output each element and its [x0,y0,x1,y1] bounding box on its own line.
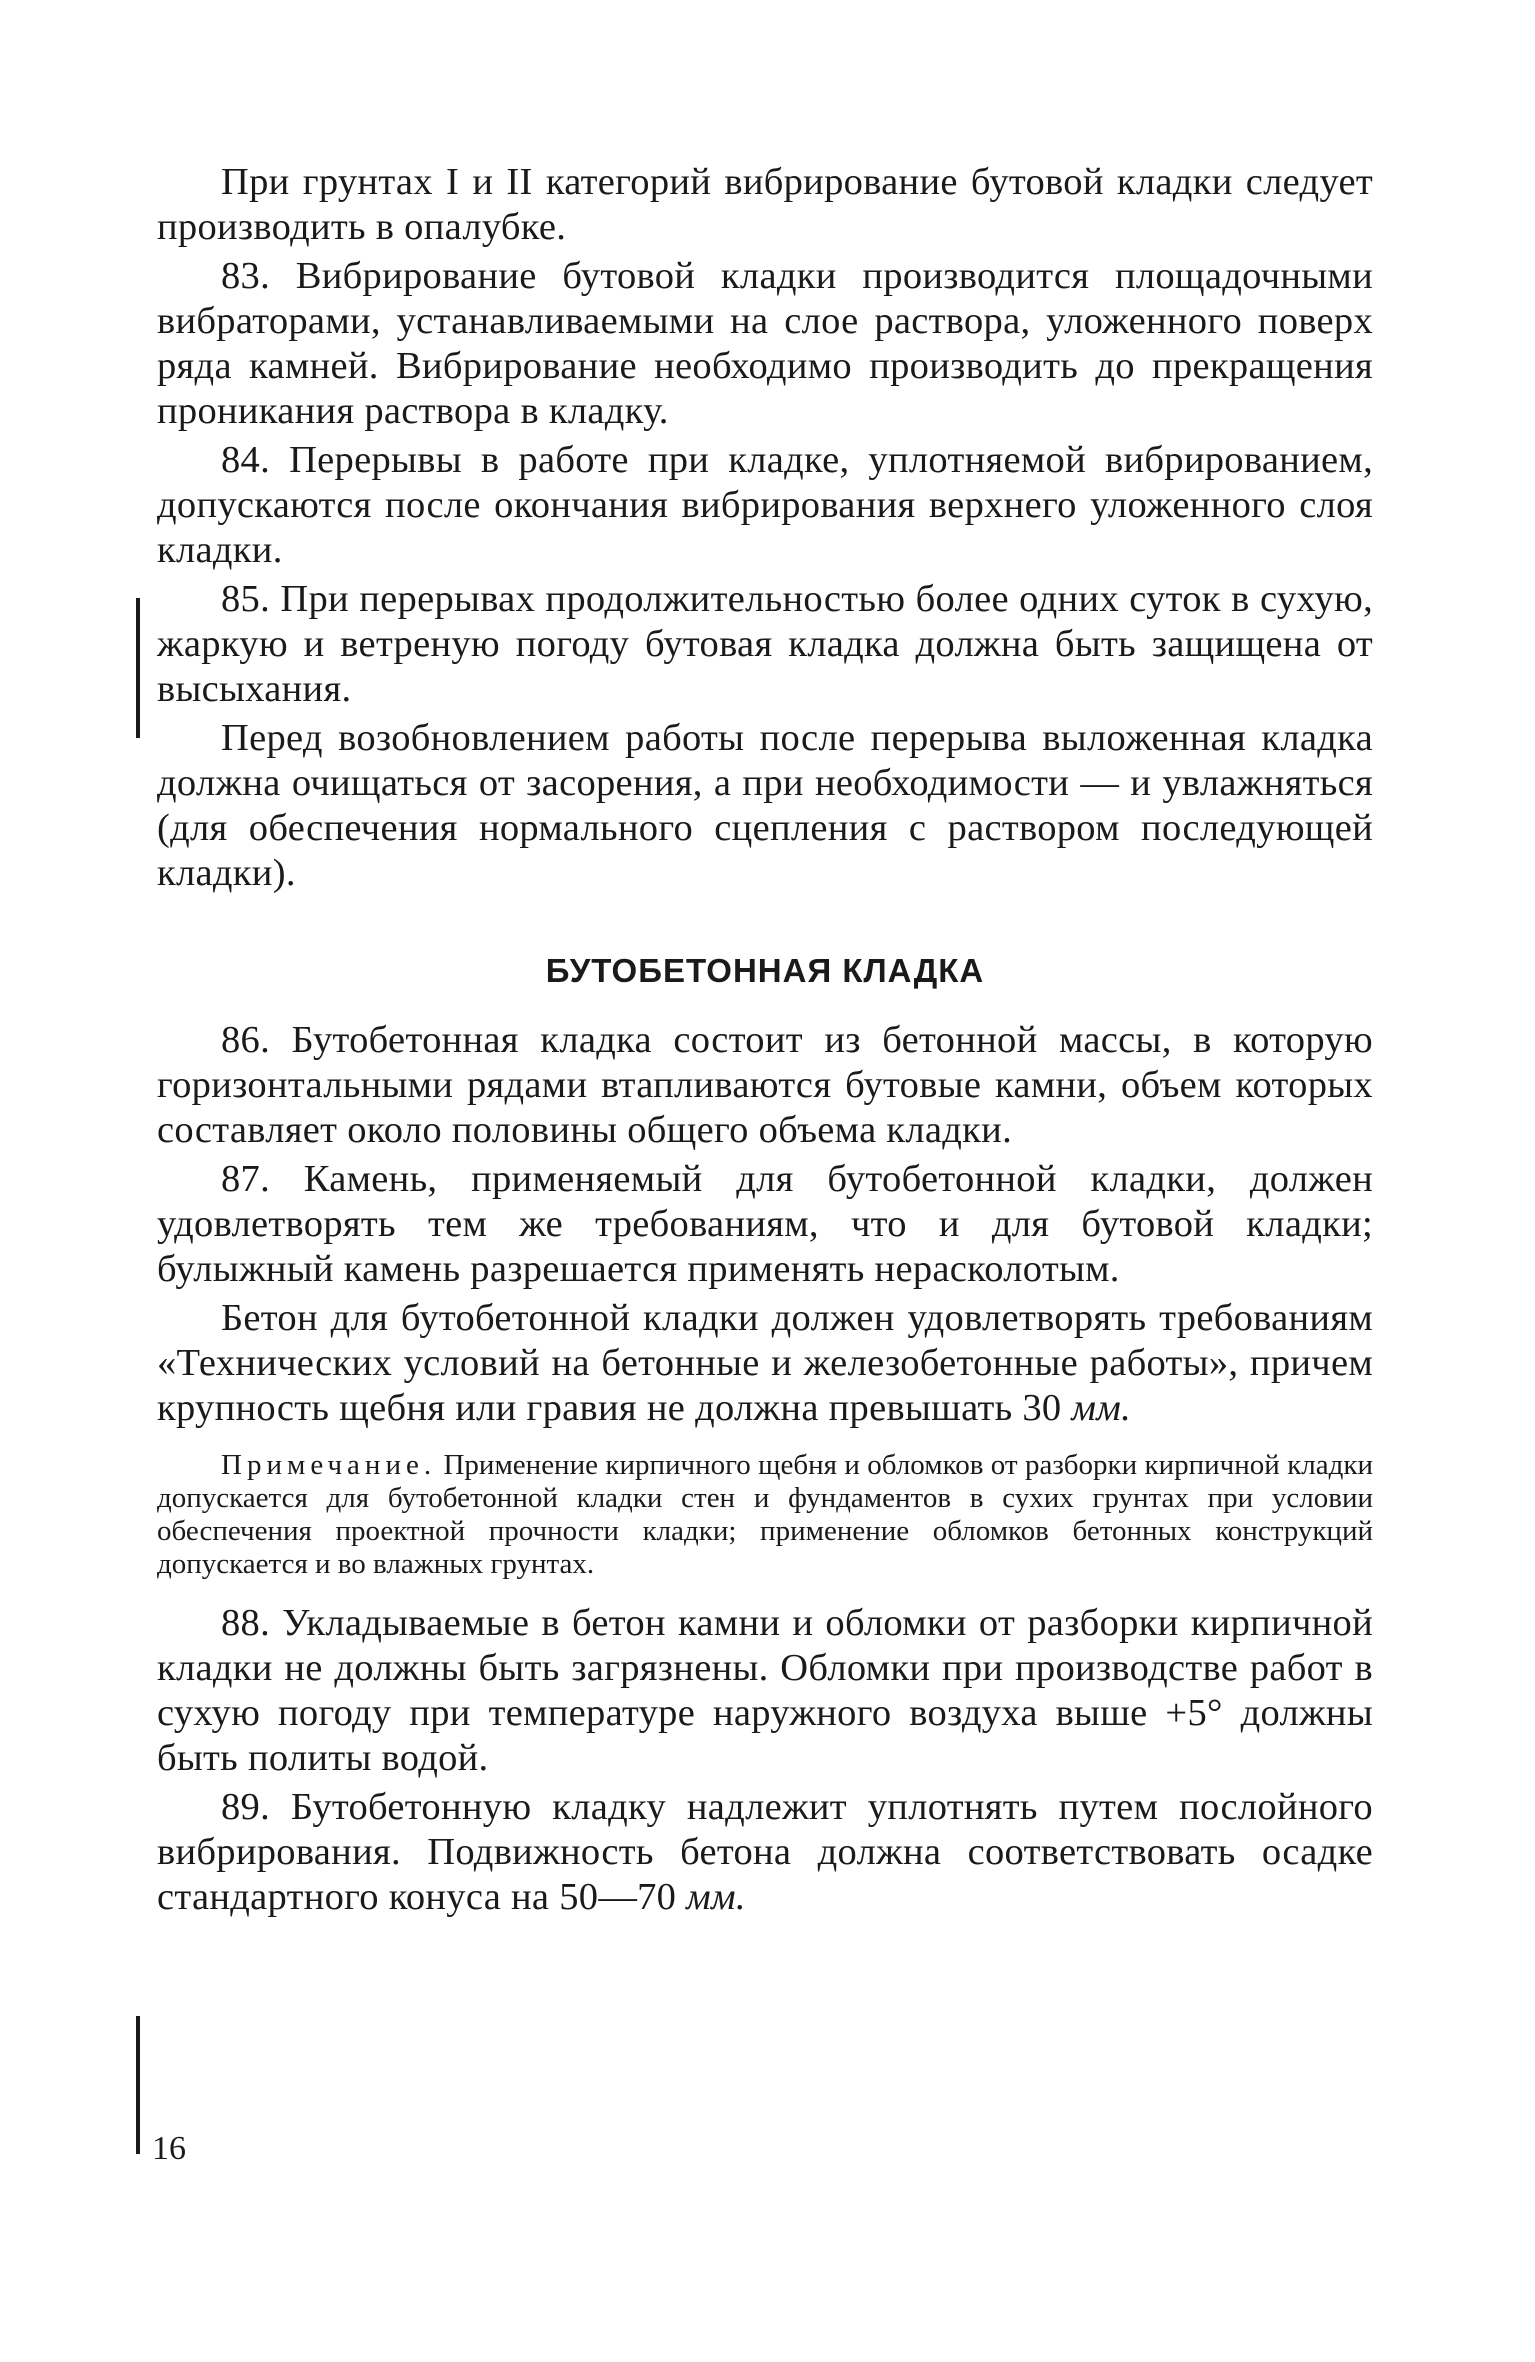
note-block [157,1449,1373,1581]
paragraph-intro: При грунтах I и II категорий вибрирование бутовой кладки следует производить в опалубке. [157,161,1373,248]
unit-mm: мм. [1071,1387,1132,1429]
paragraph-87-text: Бетон для бутобетонной кладки должен удовлетворять требованиям «Технических условий на бетонные и железобетонные работы», причем крупность щебня или гравия не должна превышать 30 [157,1297,1373,1429]
margin-bar-89 [136,2016,140,2154]
note-label: Примечание. [221,1449,437,1481]
paragraph-88: 88. Укладываемые в бетон камни и обломки от разборки кирпичной кладки не должны быть загрязнены. Обломки при производстве работ в сухую погоду при температуре наружного воздуха выше +5° должны быть политы водой. [157,1602,1373,1779]
paragraph-85-continued: Перед возобновлением работы после перерыва выложенная кладка должна очищаться от засорения, а при необходимости — и увлажняться (для обеспечения нормального сцепления с раствором последующей кладки). [157,717,1373,894]
paragraph-89 [157,1785,1373,1920]
margin-bar-85 [136,598,140,738]
note-text: Применение кирпичного щебня и обломков от разборки кирпичной кладки допускается для бутобетонной кладки стен и фундаментов в сухих грунтах при условии обеспечения проектной прочности кладки; применение обломков бетонных конструкций допускается и во влажных грунтах. [157,1449,1373,1580]
paragraph-83: 83. Вибрирование бутовой кладки производится площадочными вибраторами, устанавливаемыми на слое раствора, уложенного поверх ряда камней. Вибрирование необходимо производить до прекращения проникания раствора в кладку. [157,255,1373,432]
paragraph-87: 87. Камень, применяемый для бутобетонной кладки, должен удовлетворять тем же требованиям, что и для бутовой кладки; булыжный камень разрешается применять нерасколотым. [157,1158,1373,1290]
paragraph-85: 85. При перерывах продолжительностью более одних суток в сухую, жаркую и ветреную погоду бутовая кладка должна быть защищена от высыхания. [157,578,1373,710]
page-content [157,160,1373,1924]
paragraph-87-continued [157,1296,1373,1431]
paragraph-86: 86. Бутобетонная кладка состоит из бетонной массы, в которую горизонтальными рядами втапливаются бутовые камни, объем которых составляет около половины общего объема кладки. [157,1019,1373,1151]
page-number: 16 [152,2130,186,2167]
section-heading: БУТОБЕТОННАЯ КЛАДКА [545,952,985,989]
unit-mm-89: мм. [686,1876,746,1918]
paragraph-84: 84. Перерывы в работе при кладке, уплотняемой вибрированием, допускаются после окончания вибрирования верхнего уложенного слоя кладки. [157,439,1373,571]
paragraph-89-text: 89. Бутобетонную кладку надлежит уплотнять путем послойного вибрирования. Подвижность бетона должна соответствовать осадке стандартного конуса на 50—70 [157,1786,1373,1918]
